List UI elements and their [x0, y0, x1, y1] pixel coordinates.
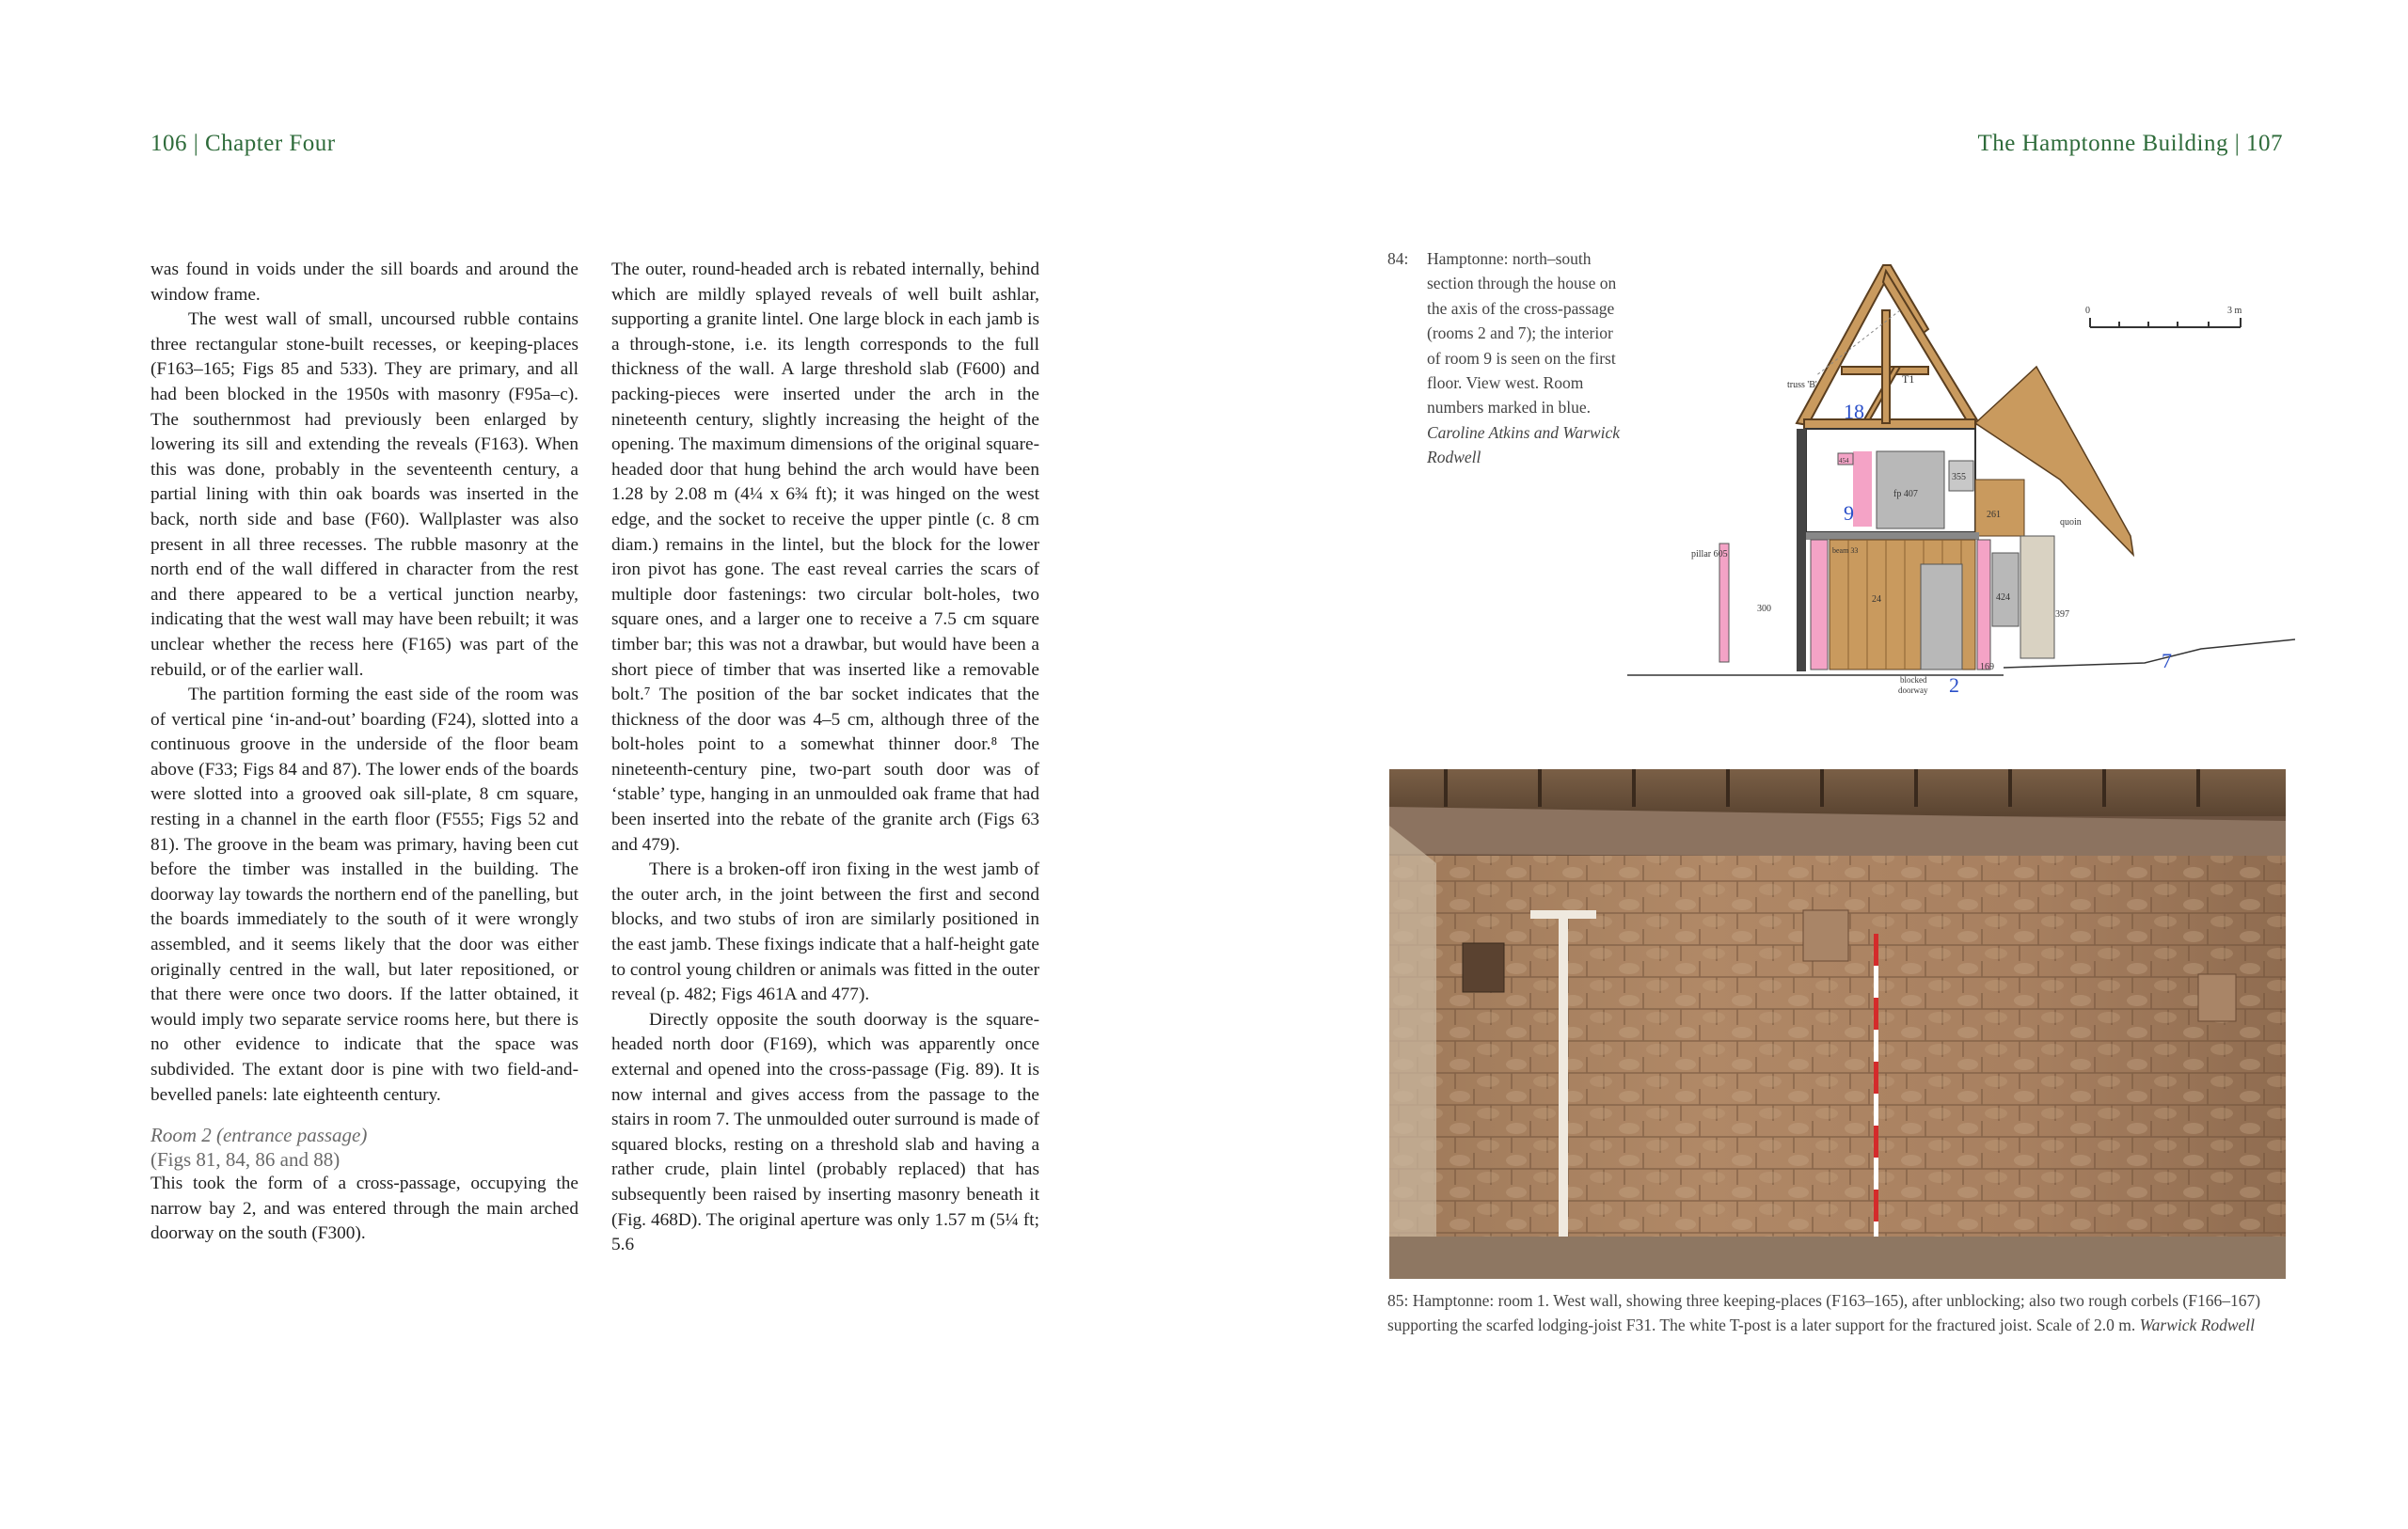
- scale-bar: [2090, 318, 2241, 327]
- label-truss: truss 'B': [1787, 380, 1817, 390]
- left-wall-post: [1797, 429, 1806, 671]
- room-number-2: 2: [1949, 673, 1959, 696]
- floor: [1389, 1237, 2286, 1279]
- label-t1: T1: [1902, 372, 1915, 386]
- room-number-18: 18: [1844, 400, 1864, 423]
- label-454: 454: [1839, 457, 1849, 465]
- running-head-left: 106 | Chapter Four: [150, 131, 336, 156]
- paragraph: This took the form of a cross-passage, occupying the narrow bay 2, and was entered through the main arched doorway on the south (F300).: [150, 1174, 578, 1244]
- pillar-605: [1719, 544, 1729, 662]
- caption-credit: Warwick Rodwell: [2139, 1316, 2256, 1335]
- label-355: 355: [1952, 472, 1966, 482]
- label-169: 169: [1980, 662, 1994, 672]
- paragraph: The outer, round-headed arch is rebated internally, behind which are mildly splayed reveals of well built ashlar, supporting a granite lintel. One large block in each jamb is a through-stone, i.e. its length corresponds to the full thickness of the wall. A large threshold slab (F600) and packing-pieces were inserted under the arch in the nineteenth century, slightly increasing the height of the opening. The maximum dimensions of the original square-headed door that hung behind the arch would have been 1.28 by 2.08 m (4¼ x 6¾ ft); it was hinged on the west edge, and the socket to receive the upper pintle (c. 8 cm diam.) remains in the lintel, but the block for the lower iron pivot has gone. The east reveal carries the scars of multiple door fastenings: two circular bolt-holes, two square ones, and a larger one to receive a 7.5 cm square timber bar; this was not a drawbar, but would have been a short piece of timber that was inserted like a removable bolt.⁷ The position of the bar socket indicates that the thickness of the door was 4–5 cm, although three of the bolt-holes point to a somewhat thinner door.⁸ The nineteenth-century pine, two-part south door was of ‘stable’ type, hanging in an unmoulded oak frame that had been inserted into the rebate of the granite arch (Figs 63 and 479).: [611, 260, 1039, 855]
- label-blocked: blocked: [1900, 675, 1927, 685]
- pink-jamb-upper: [1853, 451, 1872, 527]
- room-photograph: [1389, 769, 2286, 1279]
- scale-rod: [1874, 934, 1878, 1253]
- figure-84-caption: [1387, 246, 1632, 467]
- roof-frame: [1797, 265, 1979, 429]
- caption-credit: Caroline Atkins and Warwick Rodwell: [1427, 422, 1620, 467]
- label-doorway: doorway: [1898, 686, 1928, 695]
- keeping-place-3: [2198, 974, 2236, 1021]
- stone-wall: [2020, 536, 2054, 658]
- label-beam: beam 33: [1832, 546, 1859, 555]
- label-24: 24: [1872, 594, 1881, 605]
- paragraph: was found in voids under the sill boards and around the window frame.: [150, 260, 578, 305]
- label-261: 261: [1987, 510, 2001, 520]
- scale-label-0: 0: [2085, 306, 2090, 316]
- keeping-place-2: [1803, 910, 1848, 961]
- label-quoin: quoin: [2060, 517, 2082, 528]
- doorway-opening: [1921, 564, 1962, 670]
- scale-label-3m: 3 m: [2227, 306, 2242, 316]
- figure-number: 84:: [1387, 249, 1409, 268]
- section-heading-figs: (Figs 81, 84, 86 and 88): [150, 1148, 341, 1172]
- block-424: [1992, 553, 2019, 626]
- paragraph: There is a broken-off iron fixing in the west jamb of the outer arch, in the joint between the first and second blocks, and two stubs of iron are similarly positioned in the east jamb. These fixings indicate that a half-height gate to control young children or animals was fitted in the outer reveal (p. 482; Figs 461A and 477).: [611, 859, 1039, 1005]
- running-head-right: The Hamptonne Building | 107: [1977, 131, 2283, 156]
- text-column-2: [611, 258, 1039, 1258]
- room-number-9: 9: [1844, 501, 1854, 525]
- keeping-place-1: [1463, 943, 1504, 992]
- left-wall-pink: [1811, 540, 1828, 670]
- label-fp: fp 407: [1893, 489, 1918, 499]
- paragraph: Directly opposite the south doorway is the square-headed north door (F169), which was apparently once external and opened into the cross-passage (Fig. 89). It is now internal and gives access from the passage to the stairs in room 7. The unmoulded outer surround is made of squared blocks, resting on a threshold slab and having a rather crude, plain lintel (probably replaced) that has subsequently been raised by inserting masonry beneath it (Fig. 468D). The original aperture was only 1.57 m (5¼ ft; 5.6: [611, 1009, 1039, 1255]
- beam-33: [1804, 532, 1979, 540]
- side-wall-left: [1389, 826, 1436, 1258]
- label-424: 424: [1996, 592, 2010, 603]
- caption-text: Hamptonne: north–south section through the house on the axis of the cross-passage (rooms 2 and 7); the interior of room 9 is seen on the first floor. View west. Room numbers marked in blue.: [1427, 249, 1617, 418]
- text-column-1: [150, 258, 578, 1247]
- label-300: 300: [1757, 604, 1771, 614]
- label-397: 397: [2055, 609, 2069, 620]
- paragraph: The west wall of small, uncoursed rubble contains three rectangular stone-built recesses, or keeping-places (F163–165; Figs 85 and 533). They are primary, and all had been blocked in the 1950s with masonry (F95a–c). The southernmost had previously been enlarged by lowering its sill and extending the reveals (F163). When this was done, probably in the seventeenth century, a partial lining with thin oak boards was inserted in the back, north side and base (F60). Wallplaster was also present in all three recesses. The rubble masonry at the north end of the wall differed in character from the rest and there appeared to be a vertical junction nearby, indicating that the west wall may have been rebuilt; it was unclear whether the recess here (F165) was part of the rebuild, or of the earlier wall.: [150, 309, 578, 680]
- section-drawing: [1618, 254, 2295, 696]
- paragraph: The partition forming the east side of the room was of vertical pine ‘in-and-out’ boarding (F24), slotted into a continuous groove in the underside of the floor beam above (F33; Figs 84 and 87). The lower ends of the boards were slotted into a grooved oak sill-plate, 8 cm square, resting in a channel in the earth floor (F555; Figs 52 and 81). The groove in the beam was primary, having been cut before the timber was installed in the building. The doorway lay towards the northern end of the panelling, but the boards immediately to the south of it were wrongly assembled, and it seems likely that the door was either originally centred in the wall, but later repositioned, or that there were once two doors. If the latter obtained, it would imply two separate service rooms here, but there is no other evidence to indicate that the space was subdivided. The extant door is pine with two field-and-bevelled panels: late eighteenth century.: [150, 685, 578, 1105]
- caption-text: 85: Hamptonne: room 1. West wall, showing three keeping-places (F163–165), after unblocking; also two rough corbels (F166–167) supporting the scarfed lodging-joist F31. The white T-post is a later support for the fractured joist. Scale of 2.0 m.: [1387, 1291, 2261, 1335]
- section-heading: Room 2 (entrance passage): [150, 1124, 368, 1147]
- room-number-7: 7: [2162, 649, 2172, 672]
- label-pillar: pillar 605: [1691, 549, 1728, 560]
- stair-block-261: [1975, 480, 2024, 536]
- right-wall-pink: [1977, 540, 1990, 670]
- figure-85-caption: [1387, 1288, 2286, 1338]
